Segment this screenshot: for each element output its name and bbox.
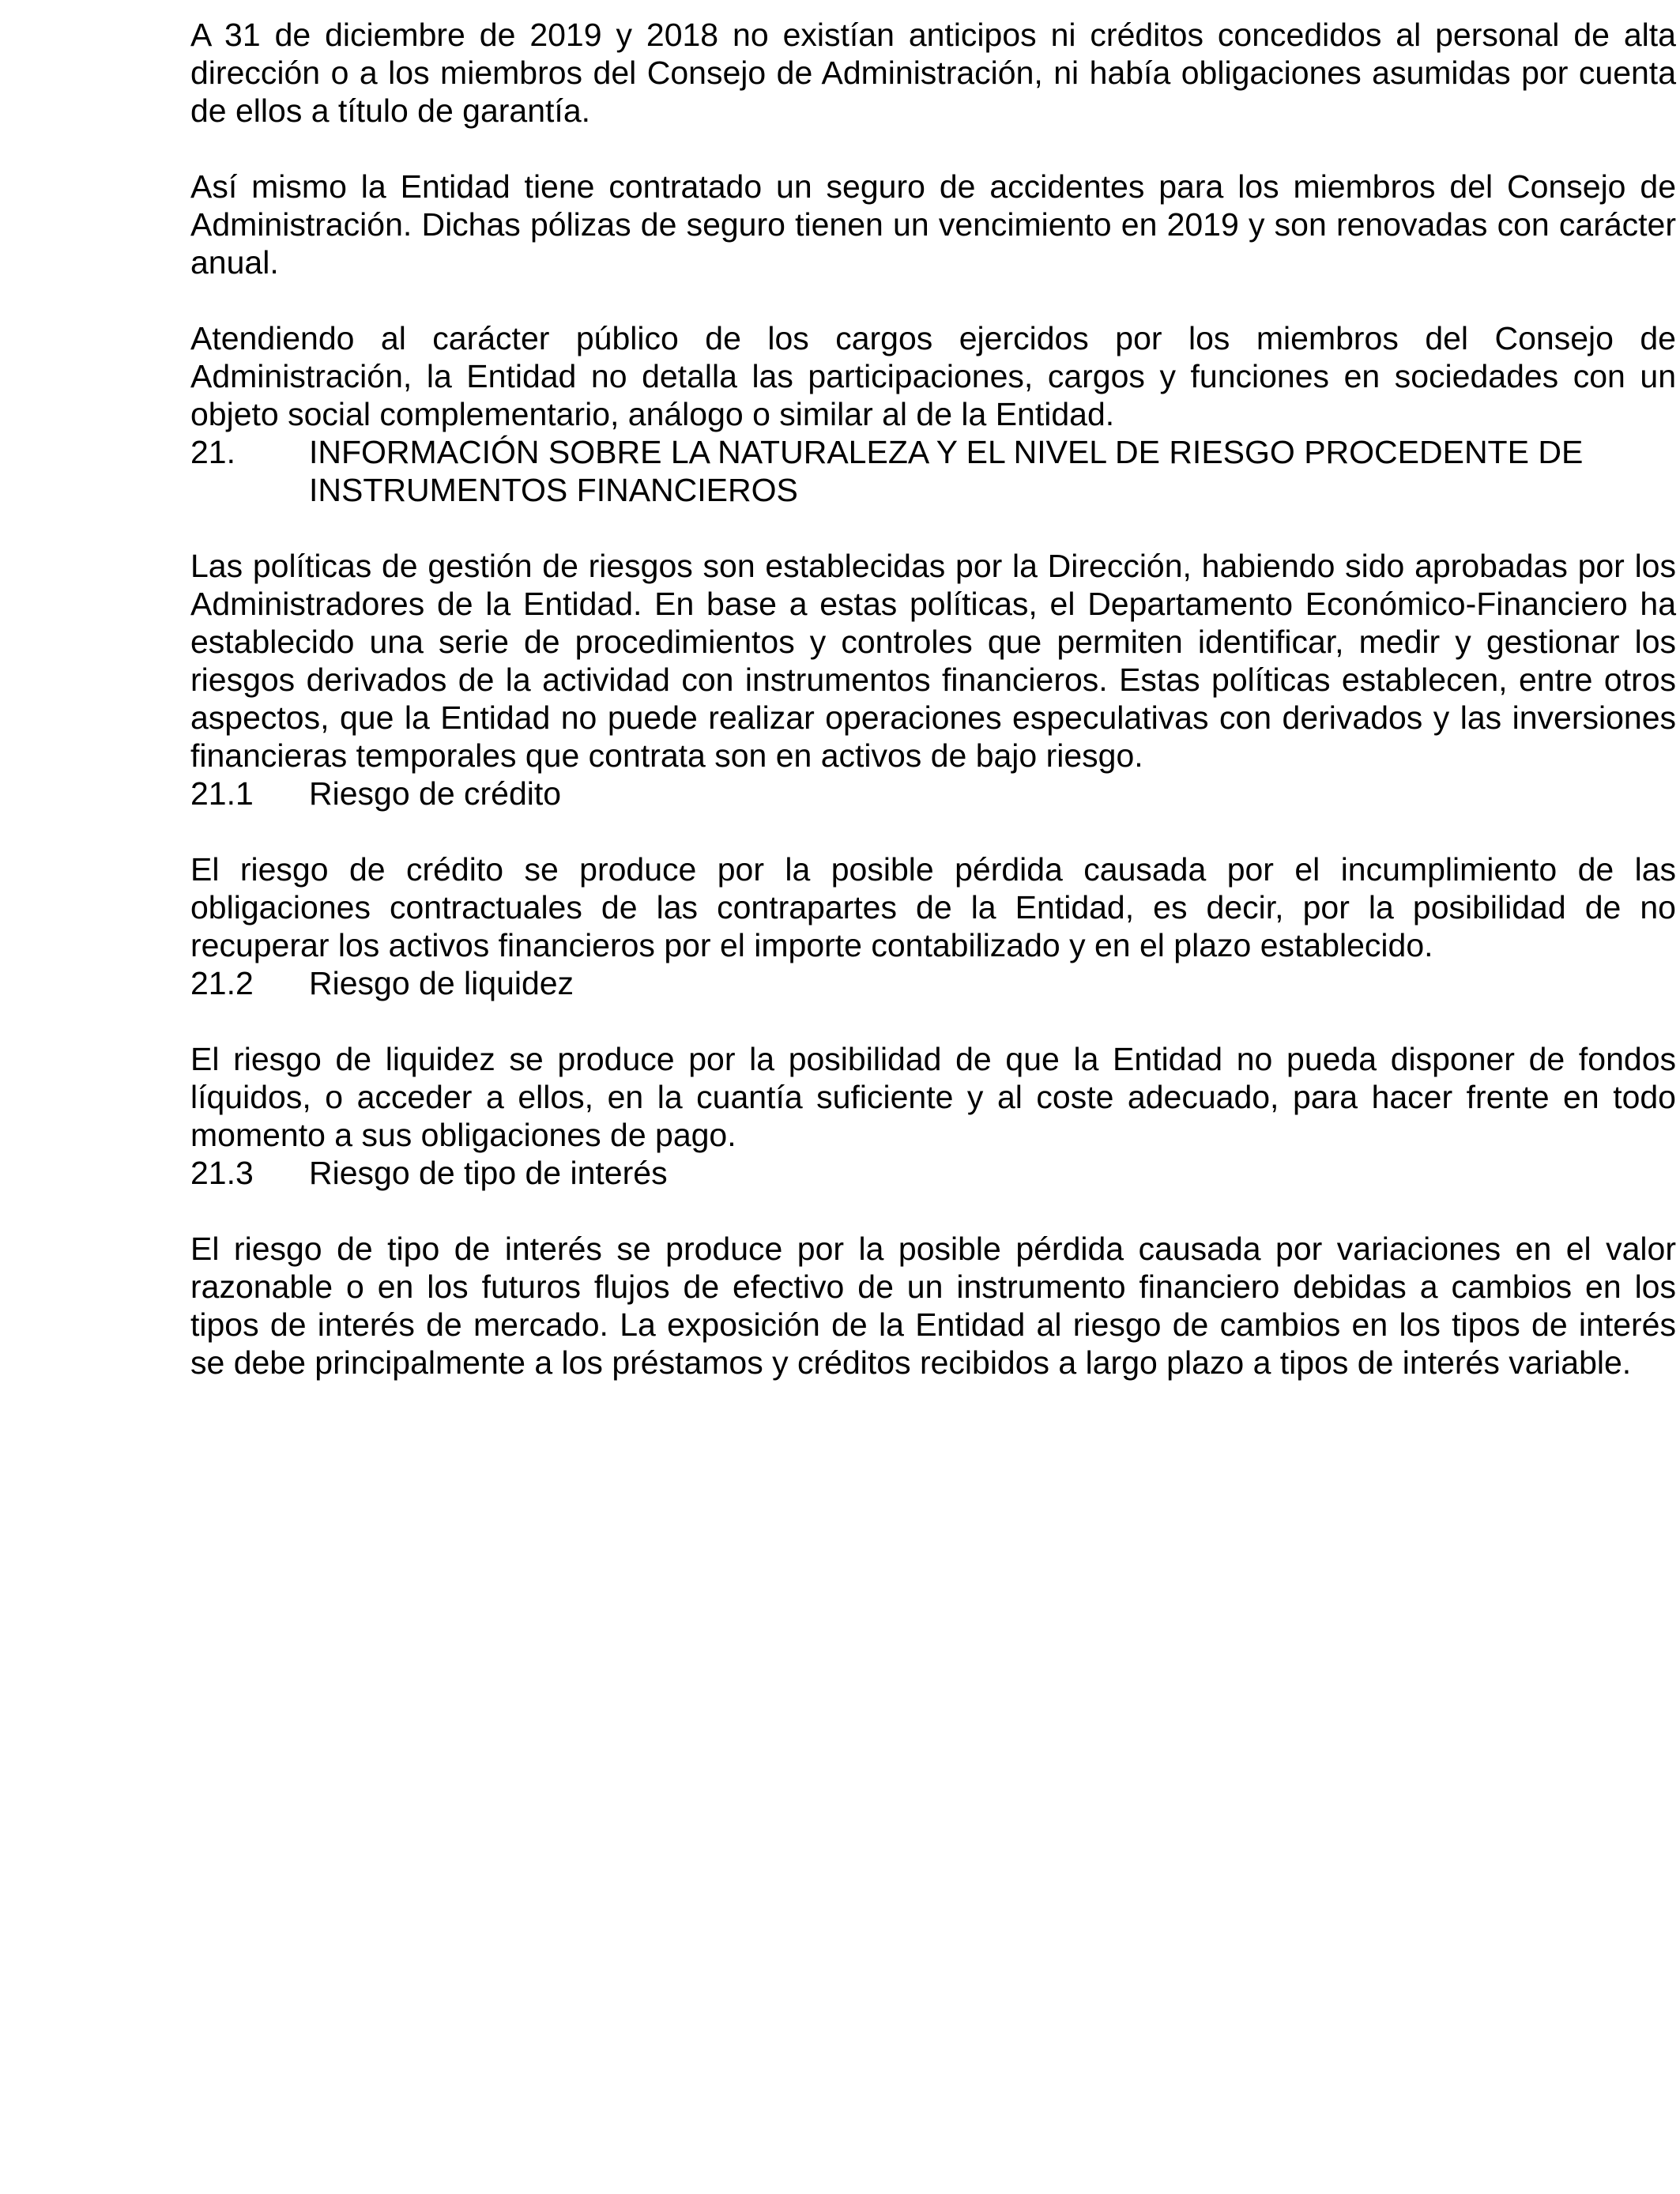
subsection-title: Riesgo de crédito (309, 775, 562, 812)
subsection-title: Riesgo de liquidez (309, 965, 574, 1001)
subsection-number: 21.1 (190, 775, 254, 812)
section-body: Las políticas de gestión de riesgos son establecidas por la Dirección, habiendo sido aprobadas por los Administradores de la Entidad. En base a estas políticas, el Departamento Económico-Financiero ha establecido una serie de procedimientos y controles que permiten identificar, medir y gestionar los riesgos derivados de la actividad con instrumentos financieros. Estas políticas establecen, entre otros aspectos, que la Entidad no puede realizar operaciones especulativas con derivados y las inversiones financieras temporales que contrata son en activos de bajo riesgo. (190, 548, 1676, 774)
intro-paragraph-advances: A 31 de diciembre de 2019 y 2018 no existían anticipos ni créditos concedidos al personal de alta dirección o a los miembros del Consejo de Administración, ni había obligaciones asumidas por cuenta de ellos a título de garantía. (190, 17, 1676, 129)
document-page (190, 16, 1676, 1382)
intro-paragraph-insurance: Así mismo la Entidad tiene contratado un seguro de accidentes para los miembros del Consejo de Administración. Dichas pólizas de seguro tienen un vencimiento en 2019 y son renovadas con carácter anual. (190, 168, 1676, 281)
subsection-number: 21.2 (190, 965, 254, 1001)
subsection-body-credit-risk: El riesgo de crédito se produce por la posible pérdida causada por el incumplimiento de las obligaciones contractuales de las contrapartes de la Entidad, es decir, por la posibilidad de no recuperar los activos financieros por el importe contabilizado y en el plazo establecido. (190, 851, 1676, 963)
subsection-heading-liquidity-risk (190, 964, 1676, 1002)
section-heading (190, 433, 1676, 509)
subsection-body-interest-rate-risk: El riesgo de tipo de interés se produce por la posible pérdida causada por variaciones en el valor razonable o en los futuros flujos de efectivo de un instrumento financiero debidas a cambios en los tipos de interés de mercado. La exposición de la Entidad al riesgo de cambios en los tipos de interés se debe principalmente a los préstamos y créditos recibidos a largo plazo a tipos de interés variable. (190, 1231, 1676, 1381)
subsection-heading-interest-rate-risk (190, 1154, 1676, 1192)
section-title: INFORMACIÓN SOBRE LA NATURALEZA Y EL NIVEL DE RIESGO PROCEDENTE DE INSTRUMENTOS FINANCIEROS (309, 434, 1584, 508)
subsection-title: Riesgo de tipo de interés (309, 1155, 668, 1191)
subsection-number: 21.3 (190, 1155, 254, 1191)
subsection-heading-credit-risk (190, 775, 1676, 812)
subsection-body-liquidity-risk: El riesgo de liquidez se produce por la posibilidad de que la Entidad no pueda disponer de fondos líquidos, o acceder a ellos, en la cuantía suficiente y al coste adecuado, para hacer frente en todo momento a sus obligaciones de pago. (190, 1041, 1676, 1153)
section-number: 21. (190, 434, 235, 470)
intro-paragraph-participations: Atendiendo al carácter público de los cargos ejercidos por los miembros del Consejo de Administración, la Entidad no detalla las participaciones, cargos y funciones en sociedades con un objeto social complementario, análogo o similar al de la Entidad. (190, 320, 1676, 432)
